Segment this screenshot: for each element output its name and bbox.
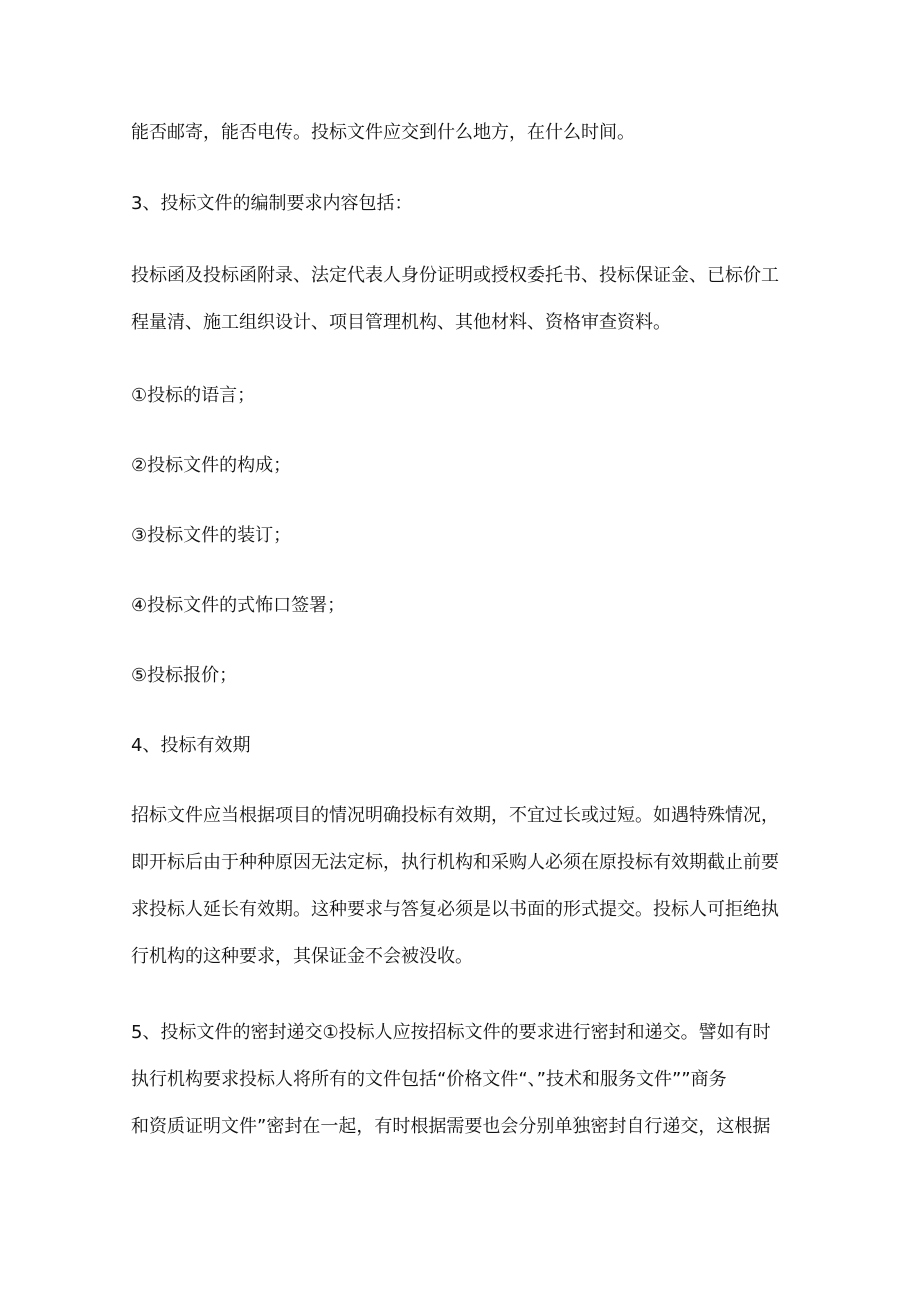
section-heading-4: [131, 734, 811, 757]
text-line: 4、投标有效期: [131, 735, 251, 756]
text-line: ⑤投标报价；: [131, 665, 238, 686]
paragraph-submission-method: [131, 121, 811, 144]
list-item: [131, 664, 811, 687]
text-line: 投标函及投标函附录、法定代表人身份证明或授权委托书、投标保证金、已标价工: [131, 265, 779, 286]
list-item: [131, 384, 811, 407]
text-line: 和资质证明文件”密封在一起，有时根据需要也会分别单独密封自行递交，这根据: [131, 1116, 771, 1137]
text-line: 求投标人延长有效期。这种要求与答复必须是以书面的形式提交。投标人可拒绝执: [131, 899, 779, 920]
text-line: 执行机构要求投标人将所有的文件包括“价格文件“、”技术和服务文件””商务: [131, 1069, 727, 1090]
text-line: 5、投标文件的密封递交①投标人应按招标文件的要求进行密封和递交。譬如有时: [131, 1022, 771, 1043]
text-line: 即开标后由于种种原因无法定标，执行机构和采购人必须在原投标有效期截止前要: [131, 852, 779, 873]
text-line: 能否邮寄，能否电传。投标文件应交到什么地方，在什么时间。: [131, 122, 635, 143]
paragraph-contents: [131, 264, 811, 334]
text-line: 行机构的这种要求，其保证金不会被没收。: [131, 946, 473, 967]
section-heading-3: [131, 192, 811, 215]
text-line: 招标文件应当根据项目的情况明确投标有效期，不宜过长或过短。如遇特殊情况，: [131, 805, 779, 826]
text-line: ①投标的语言；: [131, 385, 256, 406]
paragraph-sealing-submission: [131, 1021, 811, 1138]
text-line: 程量清、施工组织设计、项目管理机构、其他材料、资格审查资料。: [131, 312, 671, 333]
text-line: ②投标文件的构成；: [131, 455, 292, 476]
list-item: [131, 454, 811, 477]
list-item: [131, 594, 811, 617]
paragraph-validity-period: [131, 804, 811, 968]
list-item: [131, 524, 811, 547]
text-line: 3、投标文件的编制要求内容包括：: [131, 193, 413, 214]
text-line: ③投标文件的装订；: [131, 525, 292, 546]
text-line: ④投标文件的式怖口签署；: [131, 595, 346, 616]
